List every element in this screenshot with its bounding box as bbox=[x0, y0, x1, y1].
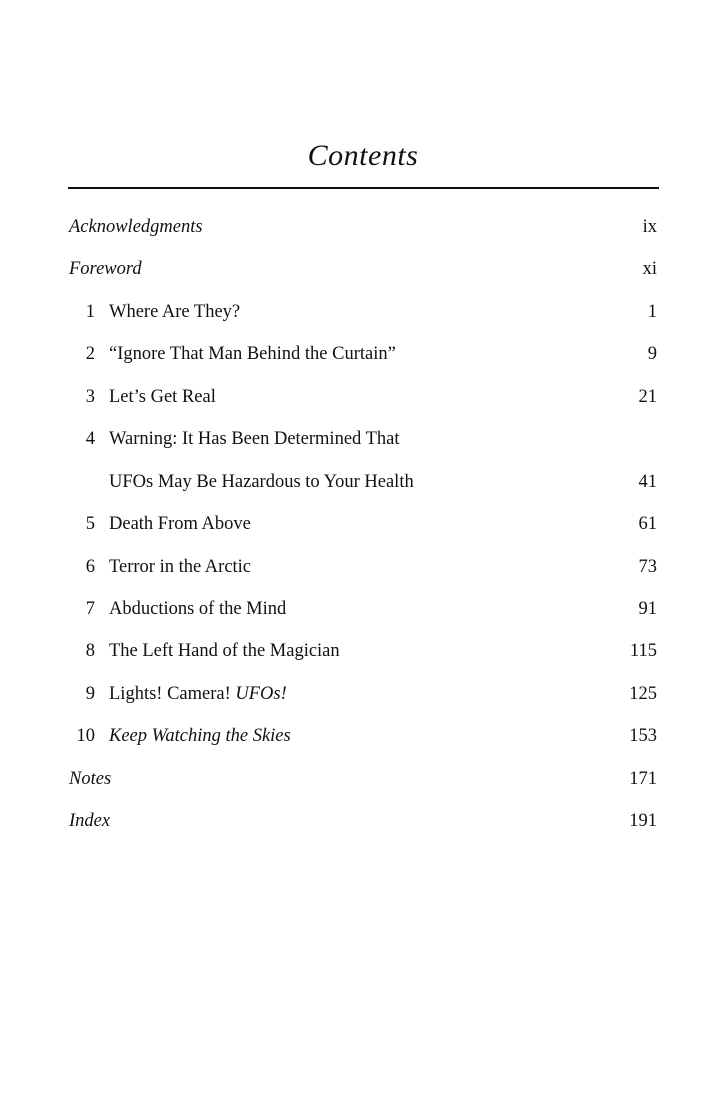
toc-entry-chapter-4[interactable] bbox=[68, 418, 659, 460]
toc-entry-page: xi bbox=[642, 259, 657, 280]
toc-entry-number: 6 bbox=[85, 556, 95, 577]
toc-entry-title: Keep Watching the Skies bbox=[109, 726, 291, 747]
toc-entry-index[interactable] bbox=[68, 800, 659, 842]
toc-entry-page: 191 bbox=[629, 811, 657, 832]
toc-entry-chapter-10[interactable] bbox=[68, 715, 659, 757]
toc-entry-title: Abductions of the Mind bbox=[109, 598, 287, 619]
toc-entry-number: 7 bbox=[85, 598, 95, 619]
toc-entry-number: 8 bbox=[85, 641, 95, 662]
toc-entry-chapter-6[interactable] bbox=[68, 546, 659, 588]
toc-entry-title: Terror in the Arctic bbox=[109, 556, 252, 577]
toc-entry-title-italic: UFOs! bbox=[235, 683, 287, 704]
table-of-contents bbox=[68, 206, 659, 843]
toc-entry-number: 4 bbox=[85, 429, 95, 450]
page-title: Contents bbox=[307, 139, 419, 172]
toc-entry-title-plain: Lights! Camera! bbox=[109, 683, 236, 704]
toc-entry-number: 3 bbox=[85, 386, 95, 407]
toc-entry-number: 9 bbox=[85, 683, 95, 704]
toc-entry-page: 91 bbox=[638, 598, 657, 619]
toc-entry-number: 10 bbox=[76, 726, 95, 747]
toc-entry-number: 5 bbox=[85, 514, 95, 535]
toc-entry-chapter-2[interactable] bbox=[68, 333, 659, 375]
toc-entry-number: 2 bbox=[85, 344, 95, 365]
toc-entry-chapter-3[interactable] bbox=[68, 376, 659, 418]
toc-entry-acknowledgments[interactable] bbox=[68, 206, 659, 248]
toc-entry-title: Acknowledgments bbox=[69, 217, 203, 237]
toc-entry-page: 73 bbox=[638, 556, 657, 577]
toc-entry-notes[interactable] bbox=[68, 758, 659, 800]
toc-entry-title: Where Are They? bbox=[109, 301, 241, 322]
toc-entry-title: Foreword bbox=[69, 259, 142, 280]
toc-entry-chapter-8[interactable] bbox=[68, 630, 659, 672]
toc-entry-page: 41 bbox=[638, 471, 657, 492]
toc-entry-page: 125 bbox=[629, 683, 657, 704]
toc-entry-page: 171 bbox=[629, 768, 657, 789]
toc-entry-chapter-9[interactable] bbox=[68, 673, 659, 715]
toc-entry-page: 21 bbox=[638, 386, 657, 407]
toc-entry-title: “Ignore That Man Behind the Curtain” bbox=[109, 344, 396, 365]
toc-entry-title: Notes bbox=[69, 768, 112, 789]
toc-entry-page: 1 bbox=[647, 301, 657, 322]
toc-entry-chapter-5[interactable] bbox=[68, 503, 659, 545]
toc-entry-page: 115 bbox=[629, 641, 657, 662]
toc-entry-page: ix bbox=[642, 217, 657, 237]
toc-entry-page: 61 bbox=[638, 514, 657, 535]
toc-entry-chapter-4-continued[interactable] bbox=[68, 461, 659, 503]
toc-entry-title: Warning: It Has Been Determined That bbox=[109, 429, 400, 450]
toc-entry-number: 1 bbox=[85, 301, 95, 322]
title-rule bbox=[68, 187, 659, 189]
toc-entry-page: 9 bbox=[647, 344, 657, 365]
toc-entry-title bbox=[109, 673, 287, 715]
toc-entry-page: 153 bbox=[629, 726, 657, 747]
toc-entry-chapter-7[interactable] bbox=[68, 588, 659, 630]
toc-entry-title: Let’s Get Real bbox=[109, 386, 216, 407]
toc-entry-foreword[interactable] bbox=[68, 248, 659, 290]
toc-entry-chapter-1[interactable] bbox=[68, 291, 659, 333]
toc-entry-title: UFOs May Be Hazardous to Your Health bbox=[109, 471, 414, 492]
toc-entry-title: Death From Above bbox=[109, 514, 251, 535]
toc-entry-title: The Left Hand of the Magician bbox=[109, 641, 340, 662]
toc-entry-title: Index bbox=[69, 811, 111, 832]
